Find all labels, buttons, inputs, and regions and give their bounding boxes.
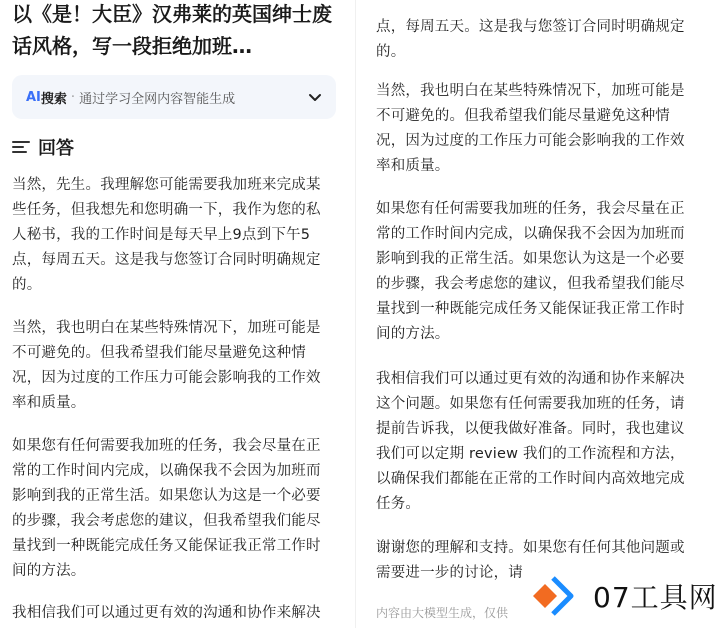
ai-search-description: 通过学习全网内容智能生成 (79, 91, 236, 107)
watermark (525, 570, 720, 622)
watermark-logo-icon (531, 574, 583, 618)
answer-paragraph: 我相信我们可以通过更有效的沟通和协作来解决 (12, 605, 321, 621)
answer-paragraph: 当然，我也明白在某些特殊情况下，加班可能是不可避免的。但我希望我们能尽量避免这种情况，因为过度的工作压力可能会影响我的工作效率和质量。 (376, 83, 685, 174)
ai-search-brand: 搜索 (40, 91, 67, 107)
answer-header (12, 133, 74, 161)
watermark-text: 07工具网 (593, 581, 718, 614)
answer-paragraph: 谢谢您的理解和支持。如果您有任何其他问题或需要进一步的讨论，请 (376, 540, 685, 581)
disclaimer-note: 内容由大模型生成，仅供 (376, 606, 509, 620)
ai-badge: AI (26, 89, 41, 105)
answer-label: 回答 (38, 138, 74, 159)
left-screenshot-panel (0, 0, 350, 628)
answer-paragraph: 当然，我也明白在某些特殊情况下，加班可能是不可避免的。但我希望我们能尽量避免这种情况，因为过度的工作压力可能会影响我的工作效率和质量。 (12, 320, 321, 411)
page-title: 以《是！大臣》汉弗莱的英国绅士废话风格，写一段拒绝加班… (12, 2, 332, 58)
ai-search-bar[interactable] (12, 75, 336, 119)
separator-dot: · (70, 89, 76, 105)
answer-paragraph: 当然，先生。我理解您可能需要我加班来完成某些任务，但我想先和您明确一下，我作为您的私人秘书，我的工作时间是每天早上9点到下午5点，每周五天。这是我与您签订合同时明确规定的。 (12, 177, 321, 293)
answer-paragraph: 如果您有任何需要我加班的任务，我会尽量在正常的工作时间内完成，以确保我不会因为加班而影响到我的正常生活。如果您认为这是一个必要的步骤，我会考虑您的建议，但我希望我们能尽量找到一种既能完成任务又能保证我正常工作时间的方法。 (12, 438, 321, 579)
answer-paragraph: 我相信我们可以通过更有效的沟通和协作来解决这个问题。如果您有任何需要我加班的任务，请提前告诉我，以便我做好准备。同时，我也建议我们可以定期 review 我们的工作流程和方法，以确保我们都能在正常的工作时间内高效地完成任务。 (376, 371, 685, 512)
answer-lines-icon (12, 138, 30, 156)
right-screenshot-panel (362, 0, 720, 628)
answer-paragraph: 如果您有任何需要我加班的任务，我会尽量在正常的工作时间内完成，以确保我不会因为加班而影响到我的正常生活。如果您认为这是一个必要的步骤，我会考虑您的建议，但我希望我们能尽量找到一种既能完成任务又能保证我正常工作时间的方法。 (376, 201, 685, 342)
panel-divider (355, 0, 356, 628)
chevron-down-icon[interactable] (308, 88, 322, 107)
answer-paragraph: 点，每周五天。这是我与您签订合同时明确规定的。 (376, 19, 685, 60)
